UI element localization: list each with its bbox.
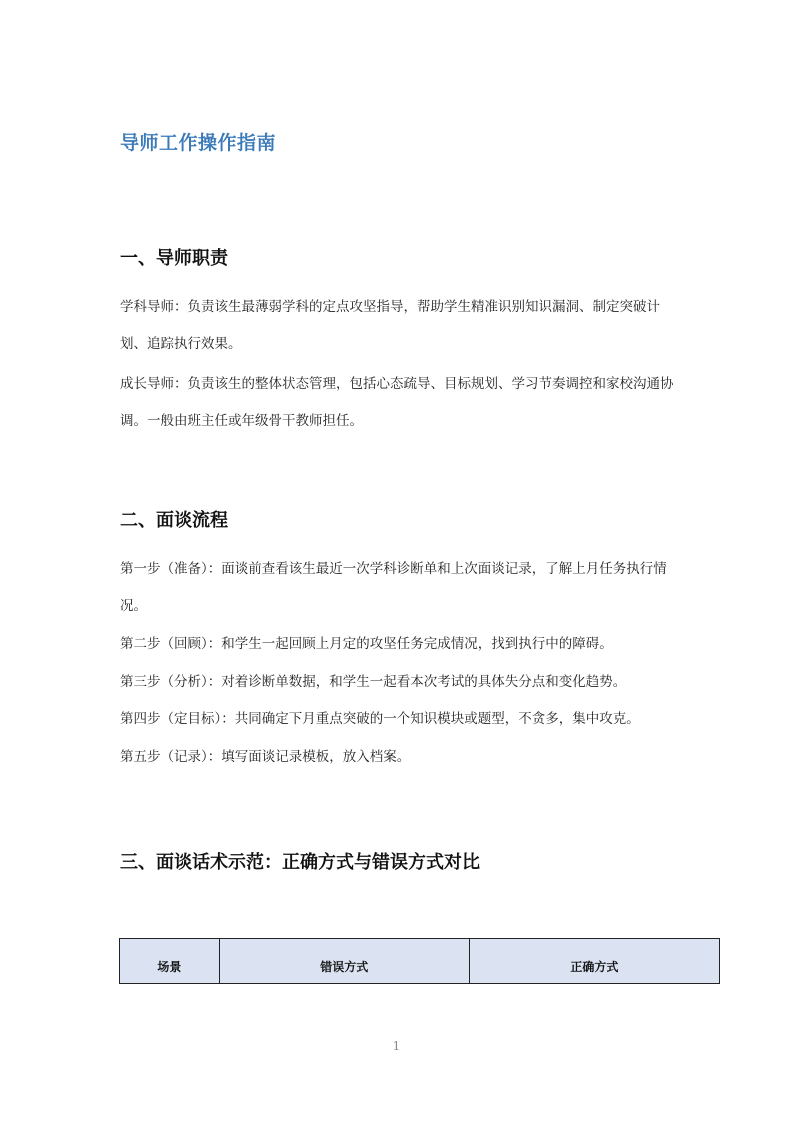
paragraph-step-2: 第二步（回顾）：和学生一起回顾上月定的攻坚任务完成情况，找到执行中的障碍。: [120, 636, 613, 652]
paragraph-growth-mentor: 成长导师：负责该生的整体状态管理，包括心态疏导、目标规划、学习节奏调控和家校沟通协调。一般由班主任或年级骨干教师担任。: [120, 376, 674, 429]
paragraph-step-3: 第三步（分析）：对着诊断单数据，和学生一起看本次考试的具体失分点和变化趋势。: [120, 674, 627, 690]
table-header-wrong-way: 错误方式: [219, 939, 469, 984]
document-title: 导师工作操作指南: [120, 132, 277, 154]
paragraph-step-5: 第五步（记录）：填写面谈记录模板，放入档案。: [120, 749, 411, 765]
table-header-scene: 场景: [120, 939, 220, 984]
section-heading-duties: 一、导师职责: [120, 248, 228, 269]
section-heading-script-examples: 三、面谈话术示范：正确方式与错误方式对比: [120, 852, 480, 873]
paragraph-subject-mentor: 学科导师：负责该生最薄弱学科的定点攻坚指导，帮助学生精准识别知识漏洞、制定突破计划、追踪执行效果。: [120, 299, 660, 352]
table-header-right-way: 正确方式: [469, 939, 719, 984]
section-heading-interview-process: 二、面谈流程: [120, 510, 228, 531]
page-number: 1: [392, 1039, 401, 1053]
comparison-table: [119, 938, 720, 984]
paragraph-step-1: 第一步（准备）：面谈前查看该生最近一次学科诊断单和上次面谈记录，了解上月任务执行情况。: [120, 561, 667, 614]
table-header-row: [120, 939, 720, 984]
paragraph-step-4: 第四步（定目标）：共同确定下月重点突破的一个知识模块或题型，不贪多，集中攻克。: [120, 711, 640, 727]
